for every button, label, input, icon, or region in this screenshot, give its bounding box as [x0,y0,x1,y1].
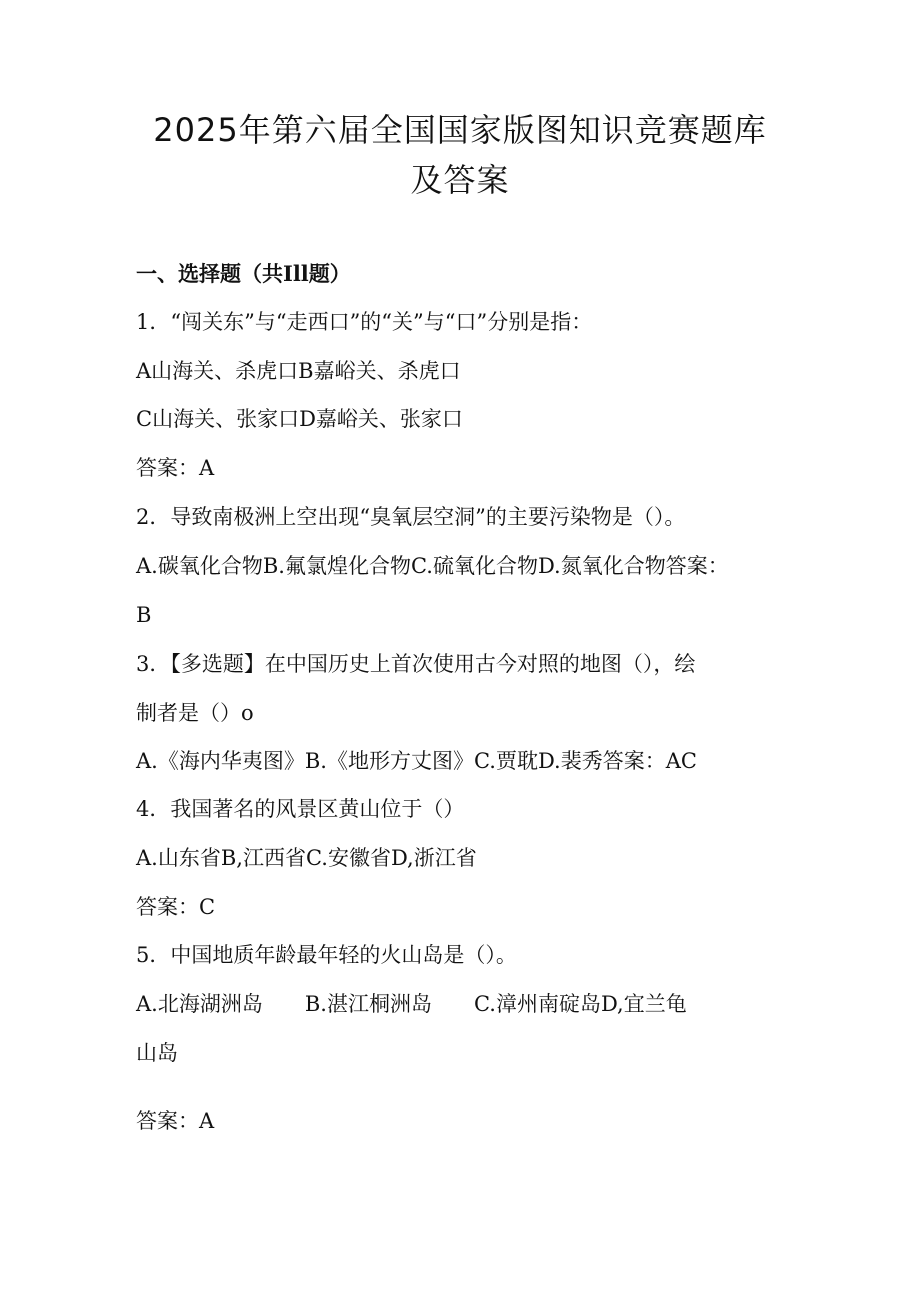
question-2-stem: 2．导致南极洲上空出现“臭氧层空洞”的主要污染物是（）。 [136,505,686,529]
question-5-options: A.北海湖洲岛 B.湛江桐洲岛 C.漳州南碇岛D,宜兰龟 [136,992,687,1016]
question-1-answer: 答案：A [136,456,215,480]
question-5-options-continued: 山岛 [136,1041,178,1065]
question-1-options-line-2: C山海关、张家口D嘉峪关、张家口 [136,407,463,431]
question-4-answer: 答案：C [136,895,216,919]
question-1-options-line-1: A山海关、杀虎口B嘉峪关、杀虎口 [136,359,461,383]
question-5-answer: 答案：A [136,1109,215,1133]
document-title-line-2: 及答案 [410,161,510,199]
question-1-stem: 1．“闯关东”与“走西口”的“关”与“口”分别是指： [136,310,593,334]
question-2-answer: B [136,603,152,627]
document-title-line-1: 2025年第六届全国国家版图知识竞赛题库 [153,111,767,149]
question-2-options: A.碳氧化合物B.氟氯煌化合物C.硫氧化合物D.氮氧化合物答案： [136,554,729,578]
question-4-stem: 4．我国著名的风景区黄山位于（） [136,797,465,821]
question-3-stem-line-1: 3．【多选题】在中国历史上首次使用古今对照的地图（），绘 [136,652,696,676]
question-4-options: A.山东省B,江西省C.安徽省D,浙江省 [136,846,477,870]
question-3-stem-line-2: 制者是（）o [136,701,254,725]
question-5-stem: 5．中国地质年龄最年轻的火山岛是（）。 [136,943,517,967]
section-heading: 一、选择题（共Ill题） [136,261,351,286]
question-3-options: A.《海内华夷图》B.《地形方丈图》C.贾耽D.裴秀答案：AC [136,749,697,773]
